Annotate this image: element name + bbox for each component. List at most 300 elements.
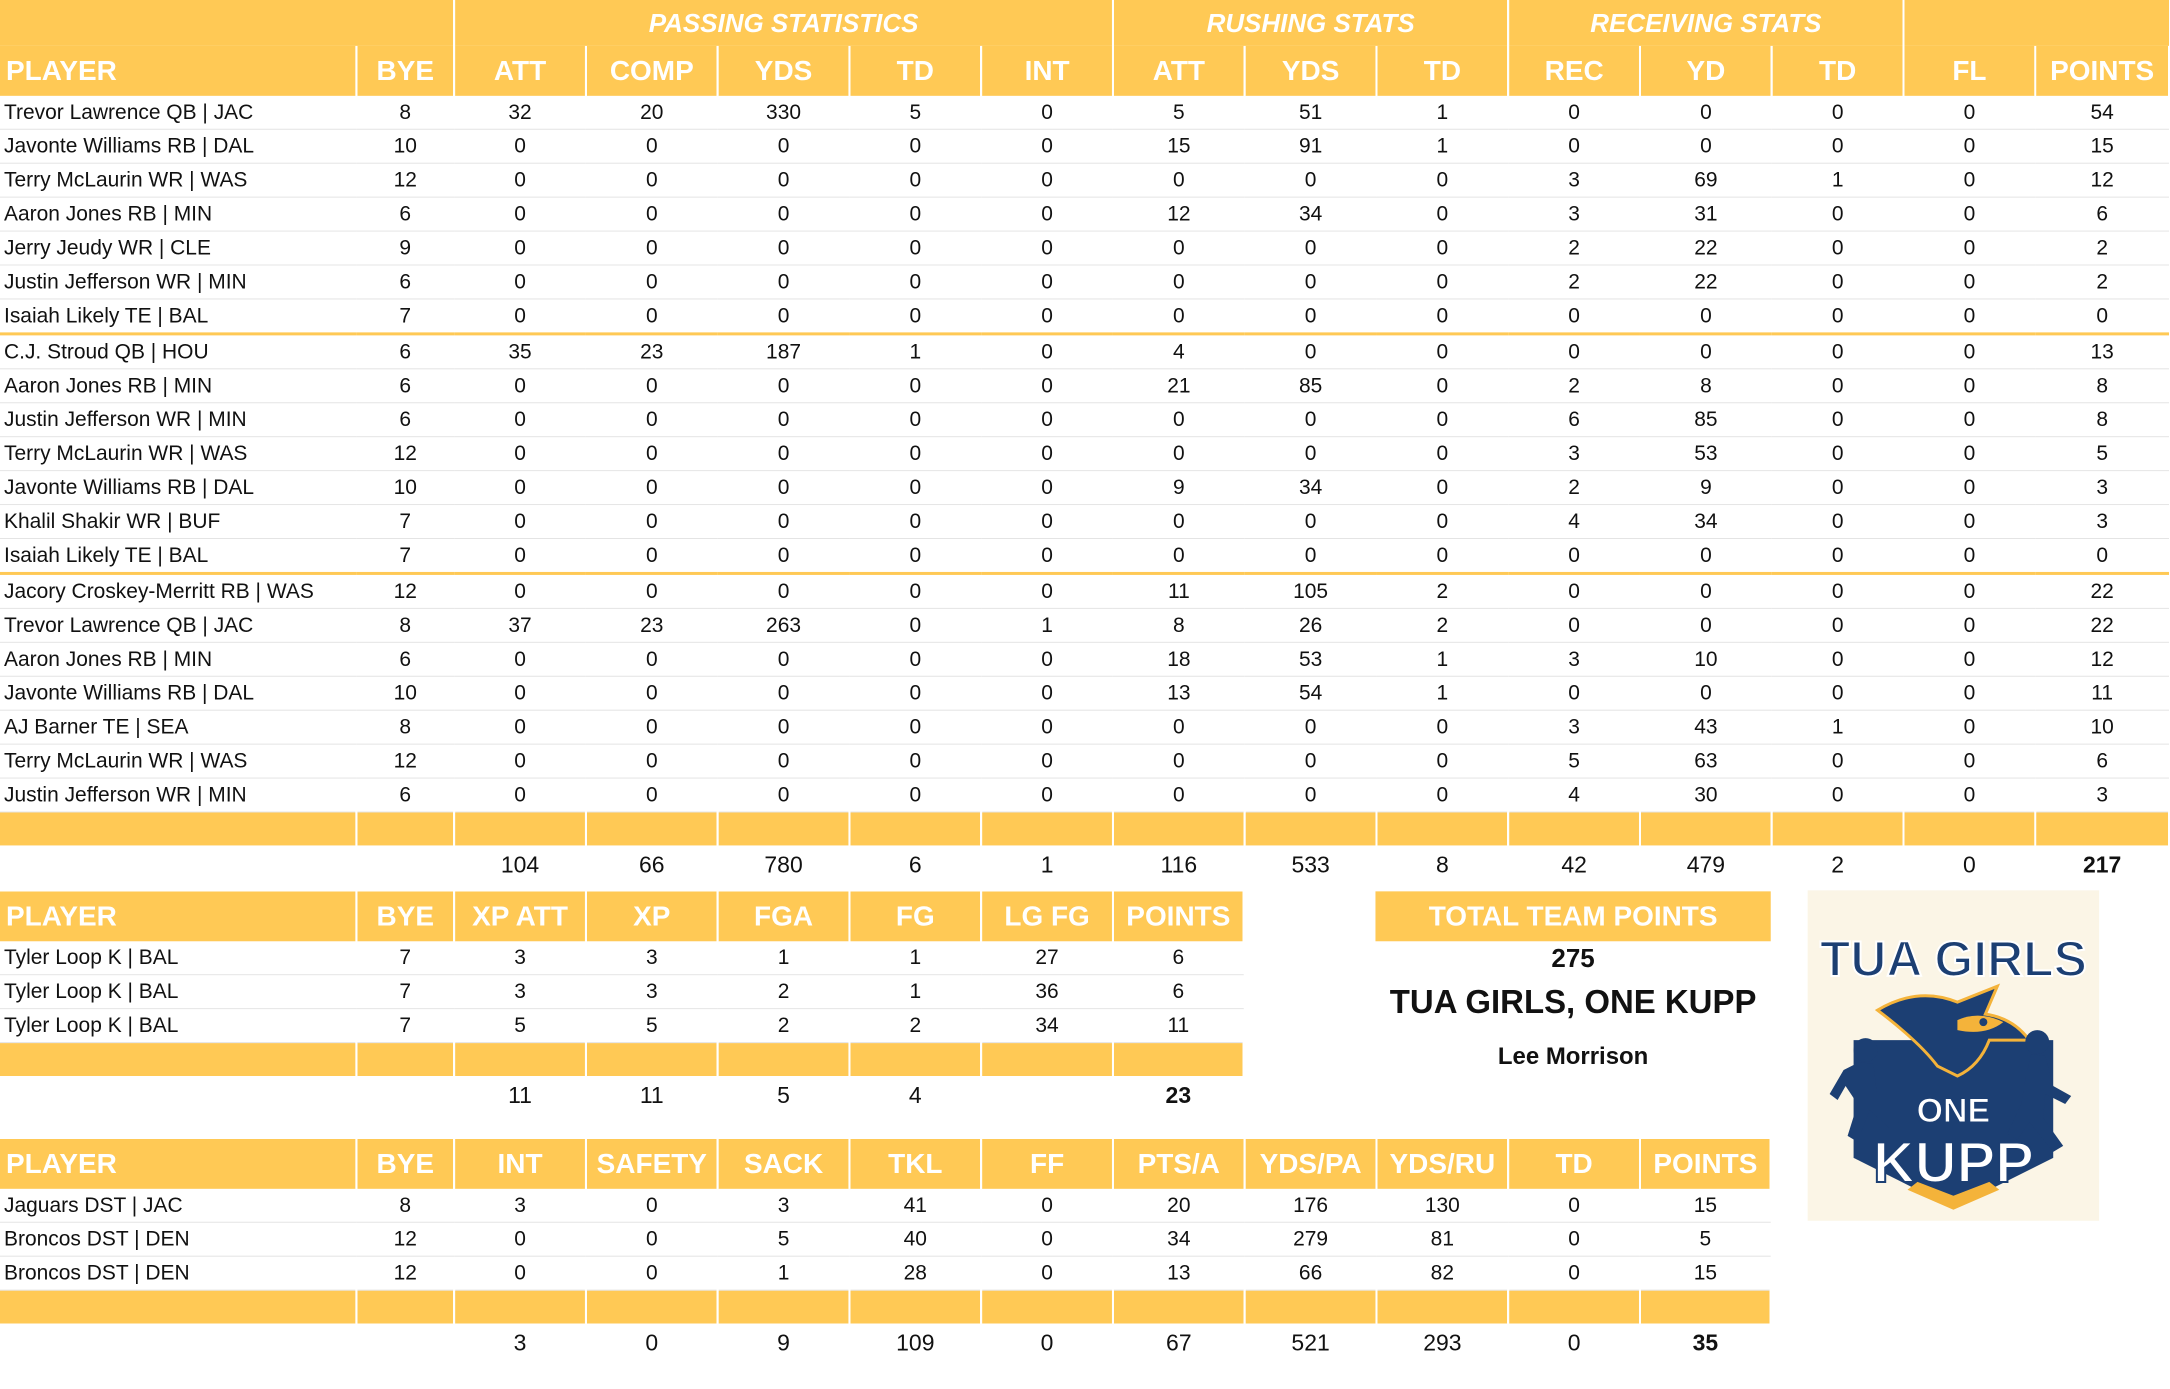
player-name-cell: Tyler Loop K | BAL bbox=[0, 975, 356, 1009]
stat-cell: 7 bbox=[356, 975, 454, 1009]
team-owner: Lee Morrison bbox=[1497, 1043, 1649, 1071]
stat-cell: 0 bbox=[1245, 778, 1377, 812]
stat-cell: 10 bbox=[2035, 710, 2169, 744]
offense-totals-row bbox=[0, 845, 2169, 883]
stat-cell: 0 bbox=[1376, 778, 1508, 812]
stat-cell: 0 bbox=[1245, 299, 1377, 334]
stat-cell: 0 bbox=[1113, 539, 1245, 574]
stat-cell: 63 bbox=[1640, 744, 1772, 778]
total-cell: 116 bbox=[1160, 850, 1198, 877]
stat-cell: 1 bbox=[981, 608, 1113, 642]
stat-cell: 0 bbox=[1508, 608, 1640, 642]
column-header: TD bbox=[1508, 1139, 1640, 1189]
stat-cell: 15 bbox=[1640, 1189, 1771, 1222]
column-header: XP ATT bbox=[454, 891, 586, 941]
stat-cell: 11 bbox=[1113, 573, 1245, 608]
stat-cell: 0 bbox=[718, 437, 850, 471]
total-team-points-label: TOTAL TEAM POINTS bbox=[1375, 891, 1770, 941]
stat-cell: 3 bbox=[586, 975, 718, 1009]
player-name-cell: Javonte Williams RB | DAL bbox=[0, 676, 356, 710]
total-cell: 66 bbox=[639, 850, 665, 877]
stat-cell: 0 bbox=[849, 608, 981, 642]
player-name-cell: Aaron Jones RB | MIN bbox=[0, 369, 356, 403]
stat-cell: 0 bbox=[718, 163, 850, 197]
stat-cell: 0 bbox=[981, 778, 1113, 812]
stat-cell: 0 bbox=[718, 403, 850, 437]
stat-cell: 3 bbox=[586, 941, 718, 974]
stat-cell: 91 bbox=[1245, 129, 1377, 163]
stat-cell: 0 bbox=[981, 231, 1113, 265]
stat-cell: 31 bbox=[1640, 197, 1772, 231]
stat-cell: 0 bbox=[586, 744, 718, 778]
column-header: TKL bbox=[849, 1139, 981, 1189]
dst-table bbox=[0, 1139, 1772, 1362]
stat-cell: 0 bbox=[1904, 129, 2036, 163]
stat-cell: 0 bbox=[1904, 778, 2036, 812]
stat-cell: 6 bbox=[356, 642, 454, 676]
table-row bbox=[0, 710, 2169, 744]
stat-cell: 2 bbox=[718, 1009, 850, 1043]
stat-cell: 0 bbox=[849, 299, 981, 334]
table-row bbox=[0, 608, 2169, 642]
stat-cell: 3 bbox=[454, 941, 586, 974]
dst-header-row bbox=[0, 1139, 1771, 1189]
stat-cell: 0 bbox=[718, 676, 850, 710]
stat-cell: 0 bbox=[718, 642, 850, 676]
stat-cell: 0 bbox=[1245, 403, 1377, 437]
stat-cell: 0 bbox=[1245, 334, 1377, 369]
stat-cell: 2 bbox=[1376, 608, 1508, 642]
stat-cell: 0 bbox=[454, 403, 586, 437]
table-row bbox=[0, 265, 2169, 299]
stat-cell: 11 bbox=[1113, 1009, 1244, 1043]
stat-cell: 35 bbox=[454, 334, 586, 369]
stat-cell: 0 bbox=[718, 299, 850, 334]
eagle-runners-shield-logo-icon bbox=[1808, 890, 2099, 1220]
stat-cell: 0 bbox=[454, 1222, 586, 1256]
stat-cell: 0 bbox=[1376, 369, 1508, 403]
total-cell: 3 bbox=[513, 1329, 527, 1356]
total-points-cell: 35 bbox=[1692, 1329, 1719, 1356]
player-name-cell: Isaiah Likely TE | BAL bbox=[0, 539, 356, 574]
stat-cell: 5 bbox=[718, 1222, 850, 1256]
stat-cell: 0 bbox=[849, 403, 981, 437]
player-name-cell: Terry McLaurin WR | WAS bbox=[0, 163, 356, 197]
stat-cell: 8 bbox=[1640, 369, 1772, 403]
stat-cell: 8 bbox=[356, 608, 454, 642]
stat-cell: 8 bbox=[356, 1189, 454, 1222]
stat-cell: 0 bbox=[586, 369, 718, 403]
stat-cell: 0 bbox=[849, 573, 981, 608]
column-header: PLAYER bbox=[0, 891, 356, 941]
total-cell: 104 bbox=[500, 850, 540, 877]
stat-cell: 0 bbox=[1904, 710, 2036, 744]
stat-cell: 3 bbox=[2035, 778, 2169, 812]
rushing-group-header: RUSHING STATS bbox=[1113, 0, 1508, 46]
stat-cell: 0 bbox=[1772, 505, 1904, 539]
stat-cell: 7 bbox=[356, 539, 454, 574]
stat-cell: 2 bbox=[718, 975, 850, 1009]
table-row bbox=[0, 437, 2169, 471]
stat-cell: 37 bbox=[454, 608, 586, 642]
stat-cell: 0 bbox=[586, 299, 718, 334]
stat-cell: 0 bbox=[1772, 369, 1904, 403]
stat-cell: 0 bbox=[849, 197, 981, 231]
stat-cell: 1 bbox=[849, 975, 981, 1009]
stat-cell: 34 bbox=[1245, 197, 1377, 231]
stat-cell: 0 bbox=[718, 505, 850, 539]
stat-cell: 2 bbox=[1508, 265, 1640, 299]
stat-cell: 0 bbox=[586, 437, 718, 471]
stat-cell: 0 bbox=[1508, 1256, 1640, 1290]
stat-cell: 0 bbox=[1508, 299, 1640, 334]
stat-cell: 12 bbox=[356, 163, 454, 197]
stat-cell: 0 bbox=[586, 642, 718, 676]
stat-cell: 0 bbox=[586, 265, 718, 299]
player-name-cell: Aaron Jones RB | MIN bbox=[0, 197, 356, 231]
stat-cell: 0 bbox=[1640, 299, 1772, 334]
player-name-cell: Justin Jefferson WR | MIN bbox=[0, 403, 356, 437]
stat-cell: 0 bbox=[2035, 539, 2169, 574]
team-name: TUA GIRLS, ONE KUPP bbox=[1389, 983, 1757, 1021]
stat-cell: 6 bbox=[356, 778, 454, 812]
stat-cell: 0 bbox=[849, 231, 981, 265]
stat-cell: 12 bbox=[356, 1222, 454, 1256]
stat-cell: 9 bbox=[1640, 471, 1772, 505]
stat-cell: 0 bbox=[1508, 334, 1640, 369]
total-cell bbox=[0, 1076, 356, 1114]
stat-cell: 0 bbox=[1772, 265, 1904, 299]
stat-cell: 0 bbox=[586, 231, 718, 265]
stat-cell: 32 bbox=[454, 96, 586, 129]
stat-cell: 0 bbox=[981, 437, 1113, 471]
player-name-cell: Broncos DST | DEN bbox=[0, 1256, 356, 1290]
stat-cell: 330 bbox=[718, 96, 850, 129]
stat-cell: 0 bbox=[1376, 539, 1508, 574]
stat-cell: 0 bbox=[981, 129, 1113, 163]
table-row bbox=[0, 403, 2169, 437]
stat-cell: 0 bbox=[454, 539, 586, 574]
kicker-spacer-row bbox=[0, 1043, 1244, 1076]
stat-cell: 0 bbox=[1113, 163, 1245, 197]
stat-cell: 0 bbox=[1508, 573, 1640, 608]
stat-cell: 0 bbox=[586, 197, 718, 231]
stat-cell: 0 bbox=[849, 437, 981, 471]
stat-cell: 0 bbox=[981, 163, 1113, 197]
table-row bbox=[0, 1256, 1771, 1290]
stat-cell: 0 bbox=[1772, 231, 1904, 265]
player-name-cell: Trevor Lawrence QB | JAC bbox=[0, 608, 356, 642]
stat-cell: 0 bbox=[1245, 437, 1377, 471]
column-header: POINTS bbox=[2035, 46, 2169, 96]
stat-cell: 13 bbox=[1113, 676, 1245, 710]
column-header: XP bbox=[586, 891, 718, 941]
stat-cell: 0 bbox=[1772, 197, 1904, 231]
total-points-cell: 23 bbox=[1165, 1081, 1192, 1108]
stat-cell: 0 bbox=[1113, 231, 1245, 265]
stat-cell: 0 bbox=[1376, 163, 1508, 197]
stat-cell: 26 bbox=[1245, 608, 1377, 642]
stat-cell: 0 bbox=[1508, 96, 1640, 129]
stat-cell: 0 bbox=[1640, 334, 1772, 369]
table-row bbox=[0, 334, 2169, 369]
stat-cell: 3 bbox=[2035, 505, 2169, 539]
stat-cell: 1 bbox=[1772, 710, 1904, 744]
stat-cell: 0 bbox=[454, 369, 586, 403]
stat-cell: 2 bbox=[1508, 369, 1640, 403]
stat-cell: 0 bbox=[1113, 710, 1245, 744]
stat-cell: 0 bbox=[1113, 744, 1245, 778]
stat-cell: 6 bbox=[356, 403, 454, 437]
total-cell bbox=[356, 1076, 454, 1114]
column-header: FGA bbox=[718, 891, 850, 941]
stat-cell: 0 bbox=[1245, 163, 1377, 197]
column-header: BYE bbox=[356, 46, 454, 96]
column-header: LG FG bbox=[981, 891, 1113, 941]
player-name-cell: Khalil Shakir WR | BUF bbox=[0, 505, 356, 539]
stat-cell: 6 bbox=[356, 334, 454, 369]
player-name-cell: Isaiah Likely TE | BAL bbox=[0, 299, 356, 334]
stat-cell: 12 bbox=[1113, 197, 1245, 231]
stat-cell: 12 bbox=[2035, 642, 2169, 676]
stat-cell: 0 bbox=[718, 231, 850, 265]
stat-cell: 2 bbox=[2035, 231, 2169, 265]
stat-cell: 0 bbox=[1640, 539, 1772, 574]
stat-cell: 0 bbox=[981, 676, 1113, 710]
stat-cell: 85 bbox=[1640, 403, 1772, 437]
stat-cell: 34 bbox=[1245, 471, 1377, 505]
stat-cell: 5 bbox=[849, 96, 981, 129]
stat-cell: 3 bbox=[718, 1189, 850, 1222]
receiving-group-header: RECEIVING STATS bbox=[1508, 0, 1903, 46]
stat-cell: 0 bbox=[586, 573, 718, 608]
table-row bbox=[0, 471, 2169, 505]
stat-cell: 0 bbox=[981, 710, 1113, 744]
stat-cell: 3 bbox=[2035, 471, 2169, 505]
table-row bbox=[0, 778, 2169, 812]
stat-cell: 6 bbox=[1113, 941, 1244, 974]
stat-cell: 130 bbox=[1376, 1189, 1508, 1222]
stat-cell: 22 bbox=[1640, 231, 1772, 265]
table-row bbox=[0, 1222, 1771, 1256]
stat-cell: 0 bbox=[981, 197, 1113, 231]
total-cell bbox=[0, 845, 356, 883]
column-header: BYE bbox=[356, 891, 454, 941]
total-cell: 5 bbox=[777, 1081, 790, 1108]
stat-cell: 0 bbox=[1376, 231, 1508, 265]
stat-cell: 0 bbox=[454, 129, 586, 163]
stat-cell: 0 bbox=[981, 573, 1113, 608]
column-header: TD bbox=[1376, 46, 1508, 96]
stat-cell: 0 bbox=[981, 265, 1113, 299]
stat-cell: 53 bbox=[1245, 642, 1377, 676]
column-header: PTS/A bbox=[1113, 1139, 1245, 1189]
stat-cell: 10 bbox=[356, 676, 454, 710]
stat-cell: 9 bbox=[356, 231, 454, 265]
stat-cell: 28 bbox=[849, 1256, 981, 1290]
table-row bbox=[0, 941, 1244, 974]
table-row bbox=[0, 744, 2169, 778]
stat-cell: 0 bbox=[454, 1256, 586, 1290]
stat-cell: 22 bbox=[2035, 608, 2169, 642]
stat-cell: 0 bbox=[1113, 299, 1245, 334]
stat-cell: 0 bbox=[1508, 676, 1640, 710]
stat-cell: 5 bbox=[2035, 437, 2169, 471]
stat-cell: 0 bbox=[718, 471, 850, 505]
column-header: BYE bbox=[356, 1139, 454, 1189]
stat-cell: 0 bbox=[1376, 744, 1508, 778]
offense-header-row bbox=[0, 46, 2169, 96]
stat-cell: 27 bbox=[981, 941, 1113, 974]
table-row bbox=[0, 1009, 1244, 1043]
stat-cell: 0 bbox=[718, 197, 850, 231]
player-name-cell: Trevor Lawrence QB | JAC bbox=[0, 96, 356, 129]
stat-cell: 0 bbox=[1904, 197, 2036, 231]
stat-cell: 0 bbox=[1640, 676, 1772, 710]
stat-cell: 0 bbox=[981, 471, 1113, 505]
stat-cell: 1 bbox=[1376, 676, 1508, 710]
stat-cell: 13 bbox=[2035, 334, 2169, 369]
stat-cell: 0 bbox=[1904, 539, 2036, 574]
stat-cell: 0 bbox=[1376, 334, 1508, 369]
stat-cell: 0 bbox=[586, 505, 718, 539]
stat-cell: 0 bbox=[981, 403, 1113, 437]
stat-cell: 51 bbox=[1245, 96, 1377, 129]
stat-cell: 0 bbox=[718, 778, 850, 812]
dst-totals-row bbox=[0, 1324, 1771, 1362]
stat-cell: 82 bbox=[1376, 1256, 1508, 1290]
stat-cell: 0 bbox=[586, 676, 718, 710]
total-cell: 533 bbox=[1291, 850, 1330, 877]
stat-cell: 0 bbox=[1113, 437, 1245, 471]
total-cell: 8 bbox=[1435, 850, 1449, 877]
stat-cell: 0 bbox=[1904, 231, 2036, 265]
column-header: INT bbox=[454, 1139, 586, 1189]
stat-cell: 0 bbox=[586, 403, 718, 437]
column-header: TD bbox=[849, 46, 981, 96]
stat-cell: 0 bbox=[718, 573, 850, 608]
stat-cell: 0 bbox=[849, 369, 981, 403]
column-header: ATT bbox=[454, 46, 586, 96]
stat-cell: 0 bbox=[849, 505, 981, 539]
stat-cell: 0 bbox=[1904, 642, 2036, 676]
stat-cell: 81 bbox=[1376, 1222, 1508, 1256]
table-row bbox=[0, 642, 2169, 676]
stat-cell: 5 bbox=[1508, 744, 1640, 778]
stat-cell: 0 bbox=[1508, 1189, 1640, 1222]
stat-cell: 85 bbox=[1245, 369, 1377, 403]
stat-cell: 0 bbox=[454, 744, 586, 778]
total-cell: 109 bbox=[896, 1329, 935, 1356]
player-name-cell: AJ Barner TE | SEA bbox=[0, 710, 356, 744]
stat-cell: 15 bbox=[1640, 1256, 1771, 1290]
table-row bbox=[0, 129, 2169, 163]
stat-cell: 0 bbox=[849, 778, 981, 812]
stat-cell: 20 bbox=[586, 96, 718, 129]
stat-cell: 0 bbox=[454, 265, 586, 299]
stat-cell: 8 bbox=[356, 710, 454, 744]
stat-cell: 1 bbox=[718, 941, 850, 974]
stat-cell: 0 bbox=[718, 369, 850, 403]
logo-top-text: TUA GIRLS bbox=[1819, 931, 2087, 988]
stat-cell: 0 bbox=[1508, 1222, 1640, 1256]
stat-cell: 0 bbox=[454, 437, 586, 471]
stat-cell: 0 bbox=[454, 299, 586, 334]
table-row bbox=[0, 96, 2169, 129]
stat-cell: 0 bbox=[454, 231, 586, 265]
stat-cell: 0 bbox=[1904, 573, 2036, 608]
stat-cell: 8 bbox=[1113, 608, 1245, 642]
total-cell: 1 bbox=[1040, 850, 1054, 877]
stat-cell: 0 bbox=[981, 505, 1113, 539]
stat-cell: 0 bbox=[454, 197, 586, 231]
stat-cell: 12 bbox=[356, 1256, 454, 1290]
stat-cell: 0 bbox=[849, 471, 981, 505]
stat-cell: 54 bbox=[2035, 96, 2169, 129]
table-row bbox=[0, 676, 2169, 710]
stat-cell: 1 bbox=[1376, 96, 1508, 129]
total-cell: 4 bbox=[908, 1081, 922, 1108]
stat-cell: 1 bbox=[1772, 163, 1904, 197]
stat-cell: 3 bbox=[454, 975, 586, 1009]
stat-cell: 0 bbox=[586, 710, 718, 744]
stat-cell: 7 bbox=[356, 941, 454, 974]
player-name-cell: Tyler Loop K | BAL bbox=[0, 941, 356, 974]
stat-cell: 18 bbox=[1113, 642, 1245, 676]
stat-cell: 6 bbox=[356, 369, 454, 403]
stat-cell: 0 bbox=[1376, 710, 1508, 744]
stat-cell: 0 bbox=[718, 129, 850, 163]
stat-cell: 0 bbox=[454, 471, 586, 505]
stat-cell: 0 bbox=[1904, 744, 2036, 778]
stat-cell: 0 bbox=[454, 505, 586, 539]
stat-cell: 40 bbox=[849, 1222, 981, 1256]
stat-cell: 66 bbox=[1245, 1256, 1377, 1290]
logo-bottom-text: KUPP bbox=[1873, 1130, 2034, 1195]
stat-cell: 0 bbox=[981, 369, 1113, 403]
stat-cell: 3 bbox=[1508, 163, 1640, 197]
stat-cell: 0 bbox=[1904, 369, 2036, 403]
stat-cell: 0 bbox=[454, 676, 586, 710]
stat-cell: 41 bbox=[849, 1189, 981, 1222]
column-header: POINTS bbox=[1640, 1139, 1771, 1189]
player-name-cell: Javonte Williams RB | DAL bbox=[0, 471, 356, 505]
stat-cell: 0 bbox=[1772, 573, 1904, 608]
stat-cell: 0 bbox=[981, 334, 1113, 369]
stat-cell: 4 bbox=[1113, 334, 1245, 369]
team-logo bbox=[1808, 890, 2099, 1220]
column-header: YDS/PA bbox=[1245, 1139, 1377, 1189]
stat-cell: 0 bbox=[1904, 265, 2036, 299]
stat-cell: 7 bbox=[356, 299, 454, 334]
stat-cell: 0 bbox=[1508, 539, 1640, 574]
column-header: FF bbox=[981, 1139, 1113, 1189]
stat-cell: 0 bbox=[1245, 744, 1377, 778]
table-row bbox=[0, 197, 2169, 231]
player-name-cell: Aaron Jones RB | MIN bbox=[0, 642, 356, 676]
stat-cell: 10 bbox=[356, 129, 454, 163]
stat-cell: 12 bbox=[356, 573, 454, 608]
stat-cell: 0 bbox=[981, 96, 1113, 129]
stat-cell: 7 bbox=[356, 505, 454, 539]
table-row bbox=[0, 539, 2169, 574]
stat-cell: 53 bbox=[1640, 437, 1772, 471]
stat-cell: 176 bbox=[1245, 1189, 1377, 1222]
stat-cell: 69 bbox=[1640, 163, 1772, 197]
stat-cell: 0 bbox=[849, 744, 981, 778]
stat-cell: 0 bbox=[1772, 96, 1904, 129]
stat-cell: 0 bbox=[1772, 744, 1904, 778]
